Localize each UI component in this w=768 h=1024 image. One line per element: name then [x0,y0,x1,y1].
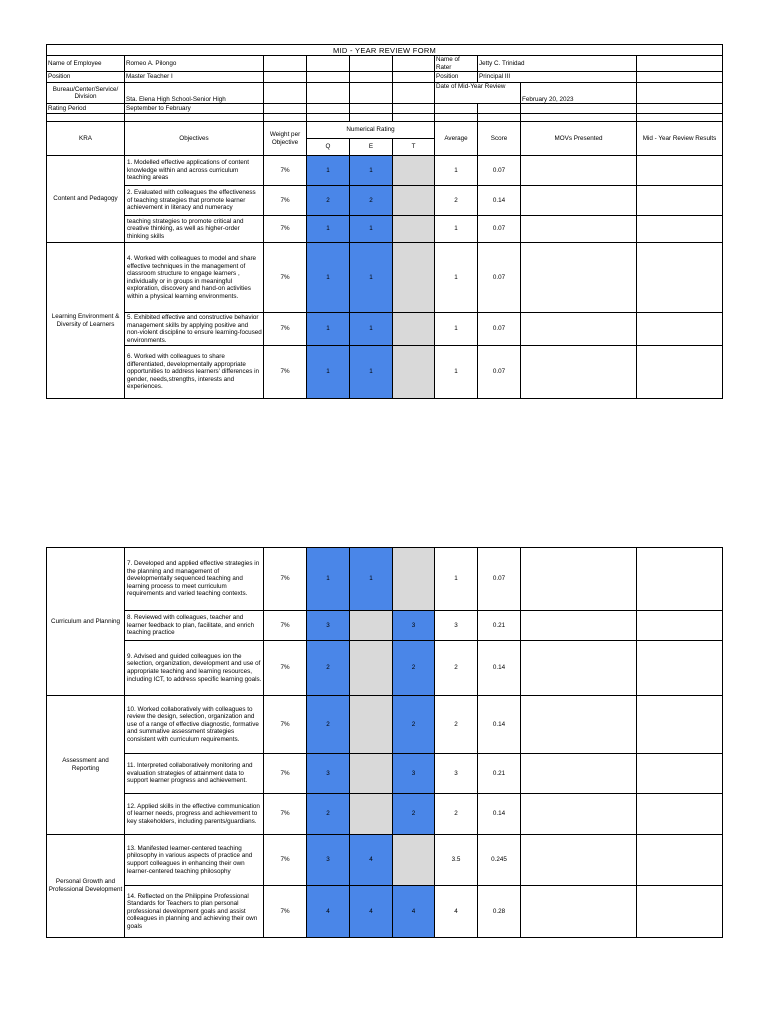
rating-rows-page2 [47,548,723,938]
rating-e-cell: 1 [350,346,393,399]
score-cell: 0.07 [478,243,521,313]
kra-cell: Curriculum and Planning [47,548,125,696]
average-cell: 1 [435,243,478,313]
results-cell [637,156,723,186]
bureau-label: Bureau/Center/Service/ Division [47,83,125,104]
table-row [47,346,723,399]
rating-e-cell: 1 [350,156,393,186]
rating-q-cell: 2 [307,641,350,696]
average-cell: 1 [435,346,478,399]
rating-e-cell: 1 [350,548,393,611]
kra-cell: Assessment and Reporting [47,696,125,835]
results-cell [637,641,723,696]
rating-e-cell [350,754,393,794]
results-cell [637,794,723,835]
rating-t-cell: 2 [393,696,435,754]
average-cell: 1 [435,313,478,346]
rating-q-cell: 2 [307,794,350,835]
rating-e-cell: 4 [350,835,393,886]
t-header: T [393,139,435,156]
rating-t-cell: 2 [393,641,435,696]
objective-cell: 6. Worked with colleagues to share differentiated, developmentally appropriate opportunities to address learners' differences in gender, needs,strengths, interests and experiences. [125,346,264,399]
objective-cell: teaching strategies to promote critical and creative thinking, as well as higher-order thinking skills [125,216,264,243]
weight-header: Weight per Objective [264,122,307,156]
bureau-value: Sta. Elena High School-Senior High [125,83,264,104]
rating-rows-page1 [47,156,723,399]
e-header: E [350,139,393,156]
position-label: Position [47,72,125,83]
rating-e-cell: 4 [350,886,393,938]
review-form-table-page2 [46,547,723,938]
score-cell: 0.28 [478,886,521,938]
objective-cell: 8. Reviewed with colleagues, teacher and learner feedback to plan, facilitate, and enrich teaching practice [125,611,264,641]
kra-cell: Content and Pedagogy [47,156,125,243]
rating-t-cell: 3 [393,611,435,641]
weight-cell: 7% [264,243,307,313]
score-cell: 0.07 [478,156,521,186]
rating-q-cell: 1 [307,346,350,399]
rating-t-cell: 3 [393,754,435,794]
kra-cell: Personal Growth and Professional Development [47,835,125,938]
score-header: Score [478,122,521,156]
rating-q-cell: 3 [307,611,350,641]
movs-cell [521,216,637,243]
rating-e-cell [350,696,393,754]
rating-t-cell [393,216,435,243]
rating-q-cell: 3 [307,754,350,794]
weight-cell: 7% [264,696,307,754]
weight-cell: 7% [264,156,307,186]
score-cell: 0.07 [478,548,521,611]
movs-cell [521,794,637,835]
results-cell [637,886,723,938]
objective-cell: 13. Manifested learner-centered teaching philosophy in various aspects of practice and support colleagues in enhancing their own learner-centered teaching philosophy [125,835,264,886]
objective-cell: 9. Advised and guided colleagues ion the selection, organization, development and use of appropriate teaching and learning resources, including ICT, to address specific learning goals. [125,641,264,696]
objective-cell: 5. Exhibited effective and constructive behavior management skills by applying positive and non-violent discipline to ensure learning-focused environments. [125,313,264,346]
table-row [47,313,723,346]
movs-cell [521,156,637,186]
weight-cell: 7% [264,216,307,243]
objective-cell: 7. Developed and applied effective strategies in the planning and management of developmentally sequenced teaching and learning process to meet curriculum requirements and varied teaching contexts. [125,548,264,611]
rating-t-cell [393,346,435,399]
rating-q-cell: 2 [307,186,350,216]
employee-value: Romeo A. Pilongo [125,56,264,72]
objective-cell: 2. Evaluated with colleagues the effectiveness of teaching strategies that promote learner achievement in literacy and numeracy [125,186,264,216]
rating-q-cell: 4 [307,886,350,938]
average-cell: 1 [435,548,478,611]
movs-cell [521,754,637,794]
table-row [47,156,723,186]
table-row [47,548,723,611]
table-row [47,754,723,794]
rater-position-label: Position [435,72,478,83]
results-cell [637,696,723,754]
midyear-date-value: February 20, 2023 [521,83,637,104]
midyear-date-label: Date of Mid-Year Review [435,83,521,104]
weight-cell: 7% [264,186,307,216]
review-form-table-page1 [46,44,723,399]
results-cell [637,243,723,313]
score-cell: 0.14 [478,794,521,835]
objective-cell: 10. Worked collaboratively with colleagues to review the design, selection, organization and use of a range of effective diagnostic, formative and summative assessment strategies consistent with curriculum requirements. [125,696,264,754]
average-cell: 2 [435,696,478,754]
average-header: Average [435,122,478,156]
results-header: Mid - Year Review Results [637,122,723,156]
rating-q-cell: 1 [307,548,350,611]
score-cell: 0.14 [478,186,521,216]
weight-cell: 7% [264,886,307,938]
rating-e-cell: 1 [350,216,393,243]
rater-label: Name of Rater [435,56,478,72]
objective-cell: 4. Worked with colleagues to model and share effective techniques in the management of classroom structure to engage learners , individually or in groups in meaningful exploration, discovery and hand-on activities within a physical learning environments. [125,243,264,313]
movs-cell [521,243,637,313]
rating-q-cell: 1 [307,216,350,243]
rating-t-cell [393,313,435,346]
rating-t-cell [393,243,435,313]
score-cell: 0.245 [478,835,521,886]
objective-cell: 12. Applied skills in the effective communication of learner needs, progress and achievement to key stakeholders, including parents/guardians. [125,794,264,835]
average-cell: 2 [435,794,478,835]
score-cell: 0.07 [478,346,521,399]
average-cell: 4 [435,886,478,938]
rater-value: Jetty C. Trinidad [478,56,637,72]
numerical-rating-header: Numerical Rating [307,122,435,139]
rating-e-cell: 2 [350,186,393,216]
movs-cell [521,886,637,938]
weight-cell: 7% [264,754,307,794]
rating-t-cell [393,548,435,611]
table-row [47,611,723,641]
average-cell: 2 [435,186,478,216]
rating-e-cell: 1 [350,313,393,346]
results-cell [637,186,723,216]
movs-cell [521,611,637,641]
rating-q-cell: 3 [307,835,350,886]
rating-t-cell [393,186,435,216]
score-cell: 0.21 [478,754,521,794]
objective-cell: 11. Interpreted collaboratively monitoring and evaluation strategies of attainment data to support learner progress and achievement. [125,754,264,794]
table-row [47,216,723,243]
table-row [47,696,723,754]
average-cell: 1 [435,156,478,186]
table-row [47,243,723,313]
rating-period-value: September to February [125,104,264,114]
form-title: MID - YEAR REVIEW FORM [47,45,723,56]
results-cell [637,216,723,243]
kra-header: KRA [47,122,125,156]
table-row [47,641,723,696]
movs-cell [521,548,637,611]
average-cell: 3.5 [435,835,478,886]
results-cell [637,835,723,886]
q-header: Q [307,139,350,156]
average-cell: 3 [435,754,478,794]
objective-cell: 1. Modelled effective applications of content knowledge within and across curriculum teaching areas [125,156,264,186]
rating-e-cell: 1 [350,243,393,313]
results-cell [637,548,723,611]
results-cell [637,754,723,794]
rating-t-cell: 4 [393,886,435,938]
rating-q-cell: 1 [307,156,350,186]
score-cell: 0.21 [478,611,521,641]
results-cell [637,313,723,346]
movs-cell [521,346,637,399]
average-cell: 2 [435,641,478,696]
movs-header: MOVs Presented [521,122,637,156]
score-cell: 0.07 [478,216,521,243]
weight-cell: 7% [264,835,307,886]
rating-q-cell: 1 [307,313,350,346]
weight-cell: 7% [264,794,307,835]
rating-period-label: Rating Period [47,104,125,114]
table-row [47,794,723,835]
score-cell: 0.14 [478,696,521,754]
weight-cell: 7% [264,346,307,399]
movs-cell [521,186,637,216]
movs-cell [521,641,637,696]
rating-e-cell [350,641,393,696]
table-row [47,835,723,886]
table-row [47,186,723,216]
results-cell [637,346,723,399]
rating-t-cell [393,835,435,886]
rating-e-cell [350,794,393,835]
weight-cell: 7% [264,611,307,641]
kra-cell: Learning Environment & Diversity of Learners [47,243,125,399]
position-value: Master Teacher I [125,72,264,83]
rating-q-cell: 2 [307,696,350,754]
weight-cell: 7% [264,548,307,611]
average-cell: 1 [435,216,478,243]
rater-position-value: Principal III [478,72,637,83]
rating-t-cell: 2 [393,794,435,835]
rating-e-cell [350,611,393,641]
weight-cell: 7% [264,313,307,346]
score-cell: 0.07 [478,313,521,346]
employee-label: Name of Employee [47,56,125,72]
objective-cell: 14. Reflected on the Philippine Professional Standards for Teachers to plan personal professional development goals and assist colleagues in planning and achieving their own goals [125,886,264,938]
rating-t-cell [393,156,435,186]
score-cell: 0.14 [478,641,521,696]
movs-cell [521,835,637,886]
table-row [47,886,723,938]
movs-cell [521,313,637,346]
rating-q-cell: 1 [307,243,350,313]
average-cell: 3 [435,611,478,641]
weight-cell: 7% [264,641,307,696]
objectives-header: Objectives [125,122,264,156]
results-cell [637,611,723,641]
movs-cell [521,696,637,754]
